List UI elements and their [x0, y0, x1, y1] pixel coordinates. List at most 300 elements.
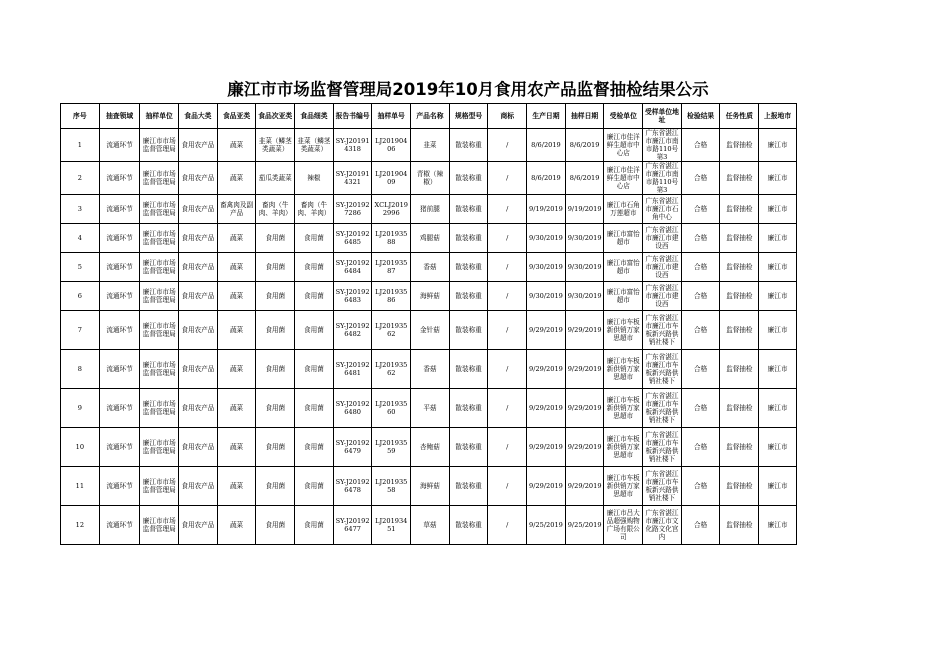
cell-cat — [179, 282, 218, 311]
cell-task — [720, 389, 759, 428]
cell-brand — [488, 311, 527, 350]
cell-unit — [140, 311, 179, 350]
cell-text: 廉江市市场监督管理局 — [142, 288, 176, 304]
cell-text: 9/25/2019 — [529, 521, 563, 529]
cell-text: LJ20190409 — [375, 170, 408, 186]
cell-text: 8/6/2019 — [531, 174, 561, 182]
cell-brand — [488, 467, 527, 506]
cell-prod-date — [527, 195, 566, 224]
cell-text: 流通环节 — [106, 404, 133, 412]
cell-prod-date — [527, 311, 566, 350]
cell-city — [759, 282, 797, 311]
header-product: 产品名称 — [411, 104, 450, 129]
cell-text: 韭菜（鳞茎类蔬菜） — [258, 137, 292, 153]
cell-text: / — [506, 404, 509, 412]
cell-text: 食用菌 — [304, 482, 324, 490]
cell-subsub — [256, 389, 295, 428]
cell-city — [759, 253, 797, 282]
header-result: 检验结果 — [681, 104, 720, 129]
cell-text: 广东省湛江市廉江市石角中心 — [645, 197, 679, 221]
cell-text: 流通环节 — [106, 292, 133, 300]
cell-report — [333, 129, 372, 162]
cell-unit — [140, 428, 179, 467]
cell-text: 散装称重 — [455, 482, 482, 490]
cell-address — [643, 224, 682, 253]
cell-fine — [295, 129, 334, 162]
cell-address — [643, 506, 682, 545]
cell-sample — [372, 253, 411, 282]
cell-text: 食用菌 — [265, 326, 286, 334]
cell-text: 食用农产品 — [181, 292, 215, 300]
cell-subsub — [256, 467, 295, 506]
cell-field — [99, 253, 140, 282]
cell-sample — [372, 350, 411, 389]
cell-sample — [372, 389, 411, 428]
cell-fine — [295, 162, 334, 195]
page-title: 廉江市市场监督管理局2019年10月食用农产品监督抽检结果公示 — [227, 80, 709, 99]
cell-brand — [488, 162, 527, 195]
cell-text: 合格 — [694, 326, 708, 334]
cell-text: SY-J201926477 — [335, 517, 370, 533]
cell-field — [99, 389, 140, 428]
cell-text: 流通环节 — [106, 521, 133, 529]
table-row — [61, 195, 797, 224]
cell-no — [61, 389, 100, 428]
cell-fine — [295, 350, 334, 389]
cell-inspected — [604, 350, 643, 389]
cell-text: 11 — [75, 482, 85, 490]
cell-result — [681, 467, 720, 506]
cell-sample-date — [565, 253, 604, 282]
cell-text: 鸡腿菇 — [420, 234, 440, 242]
cell-text: SY-J201914318 — [335, 137, 370, 153]
table-body — [61, 129, 797, 545]
cell-text: 食用农产品 — [181, 234, 215, 242]
cell-text: 9/25/2019 — [567, 521, 602, 529]
cell-text: / — [506, 326, 509, 334]
cell-prod-date — [527, 282, 566, 311]
cell-no — [61, 129, 100, 162]
cell-subsub — [256, 350, 295, 389]
cell-text: 廉江市市场监督管理局 — [142, 400, 176, 416]
cell-text: 廉江市 — [767, 365, 788, 373]
cell-text: LJ20193587 — [375, 259, 408, 275]
cell-result — [681, 253, 720, 282]
cell-sample-date — [565, 311, 604, 350]
cell-text: 猪前腿 — [420, 205, 440, 213]
cell-text: 广东省湛江市廉江市南市路110号第3 — [645, 129, 679, 161]
header-sub: 食品亚类 — [217, 104, 256, 129]
cell-sample — [372, 467, 411, 506]
cell-no — [61, 350, 100, 389]
cell-product — [411, 506, 450, 545]
cell-prod-date — [527, 224, 566, 253]
cell-result — [681, 162, 720, 195]
cell-text: 9/19/2019 — [567, 205, 602, 213]
cell-text: 食用菌 — [265, 404, 286, 412]
cell-no — [61, 195, 100, 224]
cell-sample-date — [565, 428, 604, 467]
cell-report — [333, 311, 372, 350]
cell-text: 廉江市市场监督管理局 — [142, 439, 176, 455]
cell-subsub — [256, 282, 295, 311]
cell-subsub — [256, 506, 295, 545]
cell-result — [681, 129, 720, 162]
cell-task — [720, 467, 759, 506]
cell-text: 合格 — [694, 521, 708, 529]
cell-text: 廉江市佳洋鲜生超市中心店 — [606, 166, 640, 190]
cell-text: 食用农产品 — [181, 443, 215, 451]
cell-brand — [488, 282, 527, 311]
cell-text: 食用菌 — [265, 365, 286, 373]
cell-inspected — [604, 389, 643, 428]
cell-text: 食用农产品 — [181, 205, 215, 213]
cell-fine — [295, 282, 334, 311]
cell-text: 9/29/2019 — [567, 365, 602, 373]
cell-result — [681, 282, 720, 311]
cell-text: 食用菌 — [265, 263, 286, 271]
cell-text: 食用菌 — [304, 326, 324, 334]
cell-text: 流通环节 — [106, 482, 133, 490]
cell-cat — [179, 129, 218, 162]
cell-text: 监督抽检 — [726, 326, 753, 334]
cell-sample — [372, 282, 411, 311]
cell-brand — [488, 350, 527, 389]
cell-field — [99, 350, 140, 389]
cell-result — [681, 389, 720, 428]
header-subsub: 食品次亚类 — [256, 104, 295, 129]
cell-text: 食用农产品 — [181, 365, 215, 373]
cell-text: 廉江市车板新供销万家思超市 — [606, 396, 640, 420]
cell-unit — [140, 195, 179, 224]
cell-text: 食用菌 — [265, 292, 286, 300]
cell-task — [720, 224, 759, 253]
cell-prod-date — [527, 350, 566, 389]
cell-subsub — [256, 253, 295, 282]
cell-inspected — [604, 428, 643, 467]
cell-text: 散装称重 — [455, 443, 482, 451]
cell-text: / — [506, 174, 509, 182]
cell-text: 廉江市 — [767, 205, 788, 213]
cell-text: 杏鲍菇 — [420, 443, 440, 451]
cell-field — [99, 282, 140, 311]
cell-text: 食用农产品 — [181, 174, 215, 182]
cell-brand — [488, 506, 527, 545]
cell-text: 廉江市市场监督管理局 — [142, 259, 176, 275]
cell-cat — [179, 162, 218, 195]
cell-text: 5 — [77, 263, 82, 271]
table-row — [61, 311, 797, 350]
cell-text: 8/6/2019 — [569, 174, 600, 182]
cell-text: SY-J201926481 — [335, 361, 370, 377]
cell-text: 廉江市 — [767, 234, 788, 242]
cell-text: / — [506, 521, 509, 529]
cell-text: 监督抽检 — [726, 205, 753, 213]
cell-no — [61, 506, 100, 545]
cell-subsub — [256, 129, 295, 162]
cell-text: 食用农产品 — [181, 141, 215, 149]
cell-text: 流通环节 — [106, 443, 133, 451]
cell-subsub — [256, 428, 295, 467]
cell-brand — [488, 224, 527, 253]
cell-text: 广东省湛江市廉江市南市路110号第3 — [645, 162, 679, 194]
cell-brand — [488, 195, 527, 224]
cell-text: 监督抽检 — [726, 365, 753, 373]
cell-field — [99, 467, 140, 506]
cell-text: 合格 — [694, 443, 708, 451]
cell-field — [99, 506, 140, 545]
cell-text: 畜肉（牛肉、羊肉） — [258, 201, 292, 217]
cell-product — [411, 129, 450, 162]
cell-text: 青椒（辣椒） — [416, 170, 444, 186]
cell-cat — [179, 195, 218, 224]
cell-text: 蔬菜 — [229, 326, 244, 334]
cell-text: 蔬菜 — [229, 141, 244, 149]
cell-text: 食用菌 — [265, 234, 286, 242]
cell-fine — [295, 195, 334, 224]
cell-text: 食用菌 — [304, 234, 324, 242]
cell-brand — [488, 253, 527, 282]
cell-text: 畜肉（牛肉、羊肉） — [297, 201, 331, 217]
cell-spec — [449, 195, 488, 224]
cell-spec — [449, 253, 488, 282]
cell-text: 9/29/2019 — [567, 443, 602, 451]
cell-product — [411, 195, 450, 224]
cell-text: 监督抽检 — [726, 263, 753, 271]
cell-text: 4 — [77, 234, 82, 242]
cell-unit — [140, 467, 179, 506]
cell-no — [61, 467, 100, 506]
cell-inspected — [604, 162, 643, 195]
cell-task — [720, 253, 759, 282]
cell-text: 廉江市 — [767, 141, 788, 149]
cell-address — [643, 253, 682, 282]
cell-spec — [449, 389, 488, 428]
cell-prod-date — [527, 253, 566, 282]
cell-text: 海鲜菇 — [420, 292, 440, 300]
cell-text: 廉江市 — [767, 174, 788, 182]
cell-text: 食用菌 — [304, 263, 324, 271]
cell-text: / — [506, 365, 509, 373]
cell-field — [99, 311, 140, 350]
cell-text: 广东省湛江市廉江市车板新兴路供销社楼下 — [645, 314, 679, 346]
cell-text: LJ20193586 — [375, 288, 408, 304]
cell-city — [759, 428, 797, 467]
cell-inspected — [604, 311, 643, 350]
cell-subsub — [256, 162, 295, 195]
cell-sample — [372, 506, 411, 545]
cell-text: 合格 — [694, 174, 708, 182]
cell-text: 廉江市佳洋鲜生超市中心店 — [606, 133, 640, 157]
cell-text: 散装称重 — [455, 141, 482, 149]
table-row — [61, 224, 797, 253]
cell-text: 合格 — [694, 482, 708, 490]
cell-text: 蔬菜 — [229, 263, 244, 271]
cell-product — [411, 428, 450, 467]
cell-text: 9 — [77, 404, 82, 412]
cell-text: SY-J201927286 — [335, 201, 370, 217]
cell-text: 监督抽检 — [726, 292, 753, 300]
cell-text: SY-J201926485 — [335, 230, 370, 246]
cell-sample — [372, 162, 411, 195]
cell-no — [61, 162, 100, 195]
cell-unit — [140, 282, 179, 311]
cell-prod-date — [527, 506, 566, 545]
cell-text: 1 — [77, 141, 82, 149]
cell-text: 散装称重 — [455, 174, 482, 182]
cell-sub — [217, 389, 256, 428]
cell-inspected — [604, 506, 643, 545]
cell-no — [61, 282, 100, 311]
cell-no — [61, 311, 100, 350]
cell-result — [681, 428, 720, 467]
cell-text: / — [506, 263, 509, 271]
cell-text: 廉江市 — [767, 292, 788, 300]
cell-sub — [217, 467, 256, 506]
cell-text: LJ20193562 — [375, 361, 408, 377]
cell-address — [643, 282, 682, 311]
cell-fine — [295, 506, 334, 545]
cell-text: 广东省湛江市廉江市车板新兴路供销社楼下 — [645, 392, 679, 424]
cell-report — [333, 162, 372, 195]
cell-text: 食用菌 — [265, 521, 286, 529]
header-fine: 食品细类 — [295, 104, 334, 129]
cell-text: 廉江市车板新供销万家思超市 — [606, 474, 640, 498]
header-brand: 商标 — [488, 104, 527, 129]
cell-cat — [179, 311, 218, 350]
cell-text: 蔬菜 — [229, 365, 244, 373]
cell-text: 平菇 — [423, 404, 437, 412]
cell-result — [681, 350, 720, 389]
cell-spec — [449, 350, 488, 389]
cell-prod-date — [527, 467, 566, 506]
cell-text: 廉江市 — [767, 326, 788, 334]
cell-text: 流通环节 — [106, 326, 133, 334]
cell-text: 流通环节 — [106, 263, 133, 271]
cell-text: 散装称重 — [455, 234, 482, 242]
cell-text: 蔬菜 — [229, 292, 244, 300]
cell-sample — [372, 428, 411, 467]
cell-text: 食用农产品 — [181, 482, 215, 490]
cell-cat — [179, 389, 218, 428]
cell-text: 韭菜（鳞茎类蔬菜） — [297, 137, 331, 153]
cell-text: 食用菌 — [304, 404, 324, 412]
cell-city — [759, 311, 797, 350]
cell-address — [643, 389, 682, 428]
cell-text: 7 — [77, 326, 82, 334]
cell-report — [333, 253, 372, 282]
cell-unit — [140, 129, 179, 162]
cell-fine — [295, 428, 334, 467]
cell-product — [411, 282, 450, 311]
cell-text: SY-J201926478 — [335, 478, 370, 494]
cell-text: 廉江市 — [767, 482, 788, 490]
cell-text: 9/29/2019 — [567, 482, 602, 490]
cell-address — [643, 311, 682, 350]
cell-text: / — [506, 292, 509, 300]
cell-text: 9/29/2019 — [567, 404, 602, 412]
cell-address — [643, 162, 682, 195]
cell-text: 廉江市石角万莲超市 — [606, 201, 640, 217]
cell-report — [333, 428, 372, 467]
cell-cat — [179, 350, 218, 389]
header-sample: 抽样单号 — [372, 104, 411, 129]
cell-inspected — [604, 253, 643, 282]
cell-spec — [449, 506, 488, 545]
cell-text: 蔬菜 — [229, 443, 244, 451]
cell-text: 散装称重 — [455, 205, 482, 213]
cell-text: 食用菌 — [304, 521, 324, 529]
cell-text: 散装称重 — [455, 521, 482, 529]
cell-text: 食用农产品 — [181, 326, 215, 334]
cell-text: 合格 — [694, 234, 708, 242]
cell-text: 广东省湛江市廉江市车板新兴路供销社楼下 — [645, 353, 679, 385]
cell-spec — [449, 311, 488, 350]
cell-text: 流通环节 — [106, 365, 133, 373]
header-city: 上报地市 — [759, 104, 797, 129]
cell-text: 蔬菜 — [229, 404, 244, 412]
cell-text: 9/29/2019 — [529, 326, 563, 334]
cell-unit — [140, 506, 179, 545]
table-row — [61, 389, 797, 428]
header-unit: 抽样单位 — [140, 104, 179, 129]
header-field: 抽查领域 — [99, 104, 140, 129]
cell-text: 9/29/2019 — [529, 365, 563, 373]
header-no: 序号 — [61, 104, 100, 129]
cell-text: 廉江市市场监督管理局 — [142, 322, 176, 338]
table-row — [61, 253, 797, 282]
cell-text: 9/30/2019 — [529, 263, 563, 271]
cell-inspected — [604, 129, 643, 162]
cell-spec — [449, 467, 488, 506]
cell-text: 9/29/2019 — [529, 482, 563, 490]
cell-sub — [217, 253, 256, 282]
cell-text: 9/29/2019 — [529, 404, 563, 412]
cell-text: 流通环节 — [106, 174, 133, 182]
cell-unit — [140, 350, 179, 389]
cell-task — [720, 195, 759, 224]
cell-product — [411, 162, 450, 195]
cell-text: 流通环节 — [106, 205, 133, 213]
cell-prod-date — [527, 129, 566, 162]
cell-text: 合格 — [694, 404, 708, 412]
cell-text: 廉江市车板新供销万家思超市 — [606, 435, 640, 459]
cell-report — [333, 282, 372, 311]
cell-text: 8 — [77, 365, 82, 373]
cell-text: 廉江市富怡超市 — [606, 288, 640, 304]
cell-city — [759, 129, 797, 162]
cell-sample-date — [565, 282, 604, 311]
cell-sub — [217, 506, 256, 545]
cell-text: LJ20193588 — [375, 230, 408, 246]
cell-text: 监督抽检 — [726, 482, 753, 490]
cell-text: 散装称重 — [455, 365, 482, 373]
cell-result — [681, 311, 720, 350]
cell-address — [643, 467, 682, 506]
cell-city — [759, 195, 797, 224]
header-spec: 规格型号 — [449, 104, 488, 129]
cell-no — [61, 253, 100, 282]
cell-fine — [295, 311, 334, 350]
cell-cat — [179, 224, 218, 253]
cell-text: 香菇 — [423, 263, 437, 271]
table-row — [61, 428, 797, 467]
cell-text: 金针菇 — [420, 326, 440, 334]
cell-subsub — [256, 311, 295, 350]
cell-result — [681, 224, 720, 253]
cell-text: 廉江市 — [767, 521, 788, 529]
cell-text: LJ20190406 — [375, 137, 408, 153]
